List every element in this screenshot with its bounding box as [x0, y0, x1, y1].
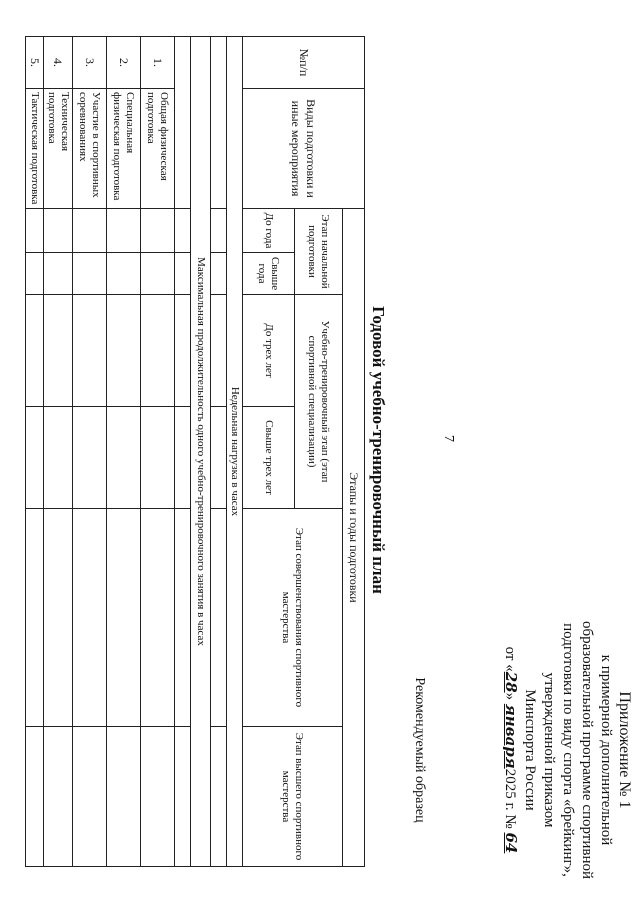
date-mid: »: [502, 692, 518, 701]
header-stage-improvement: Этап совершенствования спортивного мастерства: [243, 509, 343, 727]
order-number: 64: [502, 832, 520, 854]
header-stage-training: Учебно-тренировочный этап (этап спортивной специализации): [295, 295, 343, 509]
header-stage-initial: Этап начальной подготовки: [295, 209, 343, 295]
annex-line-3: подготовки по виду спорта «брейкинг»,: [560, 623, 576, 877]
table-row: [141, 37, 175, 867]
document-title: Годовой учебно-тренировочный план: [369, 306, 388, 594]
annex-line-5: Минспорта России: [522, 689, 538, 811]
header-up-to-year: До года: [243, 209, 295, 253]
row-activity: Техническая подготовка: [44, 89, 73, 209]
annex-line-4: утвержденной приказом: [541, 672, 557, 828]
row-number: 2.: [107, 37, 141, 89]
max-duration-label: Максимальная продолжительность одного учебно-тренировочного занятия в часах: [191, 37, 211, 867]
date-year: 2025 г. №: [502, 768, 518, 829]
header-over-three-years: Свыше трех лет: [243, 407, 295, 509]
table-row: [26, 37, 44, 867]
table-header-row-1: [343, 37, 365, 867]
row-activity: Специальная физическая подготовка: [107, 89, 141, 209]
weekly-load-values-row: [211, 37, 227, 867]
date-day: 28: [502, 671, 520, 693]
training-plan-table: [25, 36, 365, 867]
header-up-to-three-years: До трех лет: [243, 295, 295, 407]
annex-header: [500, 610, 634, 890]
header-stages: Этапы и годы подготовки: [343, 209, 365, 867]
header-over-year: Свыше года: [243, 253, 295, 295]
row-activity: Общая физическая подготовка: [141, 89, 175, 209]
max-duration-values-row: [175, 37, 191, 867]
row-number: 3.: [73, 37, 107, 89]
weekly-load-label: Недельная нагрузка в часах: [227, 37, 243, 867]
header-number: №п/п: [243, 37, 365, 89]
recommended-sample-label: Рекомендуемый образец: [412, 677, 427, 823]
header-activity: Виды подготовки и иные мероприятия: [243, 89, 365, 209]
order-date-line: [500, 610, 520, 890]
row-number: 4.: [44, 37, 73, 89]
row-number: 5.: [26, 37, 44, 89]
max-duration-row: [191, 37, 211, 867]
table-row: [73, 37, 107, 867]
date-prefix: от «: [502, 646, 518, 672]
date-month: января: [502, 703, 520, 769]
weekly-load-row: [227, 37, 243, 867]
annex-title: Приложение № 1: [616, 691, 633, 809]
annex-line-1: к примерной дополнительной: [598, 654, 614, 846]
row-number: 1.: [141, 37, 175, 89]
row-activity: Участие в спортивных соревнованиях: [73, 89, 107, 209]
page-number: 7: [441, 435, 456, 442]
table-row: [107, 37, 141, 867]
row-activity: Тактическая подготовка: [26, 89, 44, 209]
header-stage-excellence: Этап высшего спортивного мастерства: [243, 727, 343, 867]
annex-line-2: образовательной программе спортивной: [579, 620, 595, 880]
table-row: [44, 37, 73, 867]
